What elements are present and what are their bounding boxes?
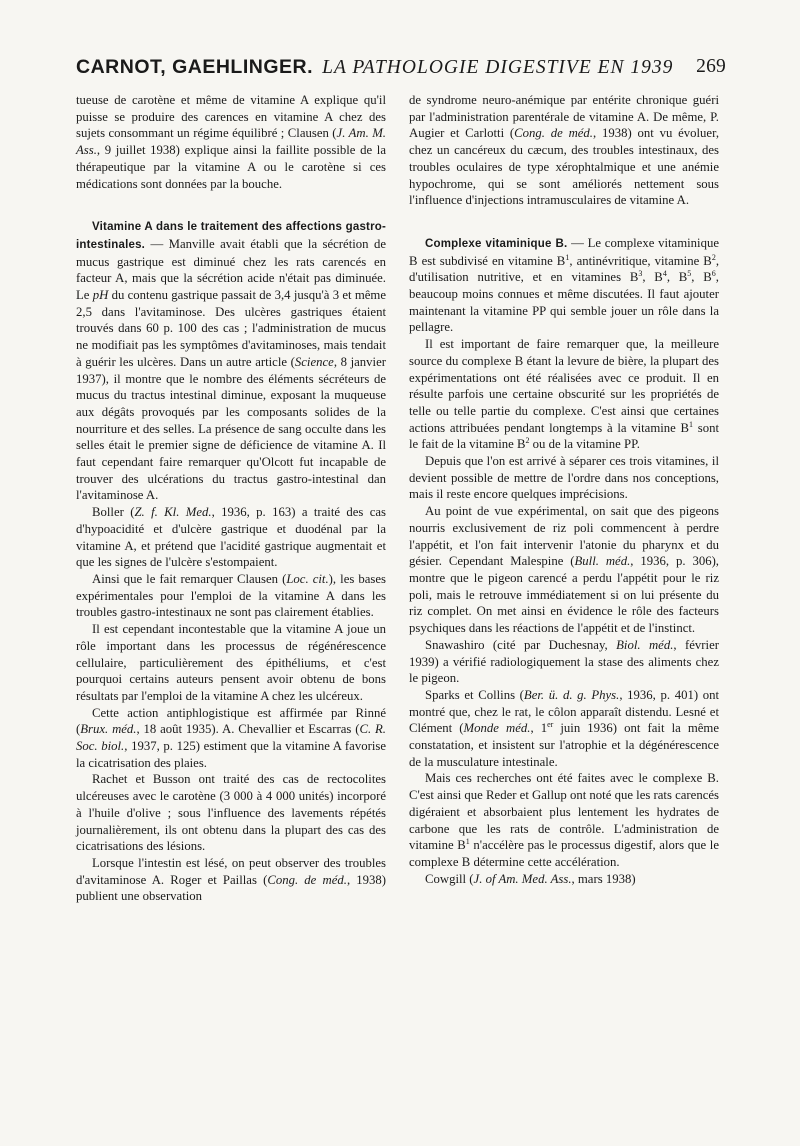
right-column — [409, 92, 719, 887]
paragraph-incontestable: Il est cependant incontestable que la vitamine A joue un rôle important dans les processus de régénérescence cellulaire, particulièrement des épithéliums, et c'est pourquoi certains auteurs pensent avoir obtenu de bons résultats par l'emploi de la vitamine A chez les ulcéreux. — [76, 622, 386, 703]
paragraph-levure-biere: Il est important de faire remarquer que, la meilleure source du complexe B étant la levure de bière, la plupart des expérimentations ont été réalisées avec ce produit. Il en résulte parfois une certaine obscurité sur les propriétés de telle ou telle partie du complexe. C'est ainsi que certaines actions attribuées pendant longtemps à la vitamine $B^1$ sont le fait de la vitamine $B^2$ ou de la vitamine PP. — [409, 337, 720, 452]
paragraph-rachet-busson: Rachet et Busson ont traité des cas de rectocolites ulcéreuses avec le carotène (3 000 à 4 000 unités) incorporé à l'huile d'olive ; sous l'influence des lavements répétés journalièrement, ils ont obtenu dans la plupart des cas des cicatrisations des lésions. — [76, 772, 386, 854]
paragraph-trois-vitamines: Depuis que l'on est arrivé à séparer ces trois vitamines, il devient possible de mettre de l'ordre dans nos conceptions, mais il reste encore quelques imprécisions. — [409, 454, 719, 502]
section-heading-complexe-b: Complexe vitaminique B. — [425, 237, 568, 250]
paragraph-roger-paillas: Lorsque l'intestin est lésé, on peut observer des troubles d'avitaminose A. Roger et Paillas (Cong. de méd., 1938) publient une observation — [76, 855, 387, 904]
paragraph-rinne-chevallier: Cette action antiphlogistique est affirmée par Rinné (Brux. méd., 18 août 1935). A. Chevallier et Escarras (C. R. Soc. biol., 1937, p. 125) estiment que la vitamine A favorise la cicatrisation des plaies. — [76, 705, 386, 770]
paragraph-reder-gallup: Mais ces recherches ont été faites avec le complexe B. C'est ainsi que Reder et Gallup ont noté que les rats carencés digéraient et absorbaient plus lentement les hydrates de carbone que les rats de contrôle. L'administration de vitamine $B^1$ n'accélère pas le processus digestif, alors que le complexe B détermine cette accélération. — [409, 771, 720, 869]
paragraph-clausen: Ainsi que le fait remarquer Clausen (Loc. cit.), les bases expérimentales pour l'emploi de la vitamine A dans les troubles gastro-intestinaux ne sont pas clairement établies. — [76, 571, 387, 620]
paragraph-cowgill: Cowgill (J. of Am. Med. Ass., mars 1938) — [425, 871, 636, 886]
paragraph-sparks-collins: Sparks et Collins (Ber. ü. d. g. Phys., 1936, p. 401) ont montré que, chez le rat, le côlon apparaît distendu. Lesné et Clément (Monde méd., 1er juin 1936) ont fait la même constatation, et insistent sur l'atrophie et la dégénérescence de la musculature intestinale. — [409, 687, 719, 769]
paragraph-boller: Boller (Z. f. Kl. Med., 1936, p. 163) a traité des cas d'hypoacidité et d'ulcère gastrique et duodénal par la vitamine A, et prétend que l'acidité gastrique augmentait et que les signes de l'ulcère s'estompaient. — [76, 505, 386, 570]
paragraph-snawashiro: Snawashiro (cité par Duchesnay, Biol. méd., février 1939) a vérifié radiologiquement la stase des aliments chez le pigeon. — [409, 637, 719, 686]
page-number: 269 — [696, 56, 726, 77]
section-vitamin-a-gastro: Vitamine A dans le traitement des affections gastro-intestinales. — Manville avait établi que la sécrétion de mucus gastrique est diminué chez les rats carencés en facteur A, mais que la sécrétion acide n'était pas diminuée. Le pH du contenu gastrique passait de 3,4 jusqu'à 3 et même 2,5 dans l'avitaminose. Des ulcères gastriques étaient trouvés dans 60 p. 100 des cas ; l'administration de mucus ne modifiait pas les symptômes d'avitaminoses, mais tendait à guérir les ulcères. Dans un autre article (Science, 8 janvier 1937), il montre que le nombre des éléments sécréteurs de mucus du tractus intestinal diminue, exposant la muqueuse aux dégâts provoqués par les composants solides de la nourriture et des selles. La présence de sang occulte dans les selles était le premier signe de déficience de vitamine A. Il faut cependant faire remarquer qu'Olcott fut incapable de trouver des ulcérations du tractus gastro-intestinal dan l'avitaminose A. — [76, 221, 386, 503]
running-header — [76, 56, 726, 84]
paragraph-pigeons-malespine: Au point de vue expérimental, on sait que des pigeons nourris exclusivement de riz poli commencent à perdre l'appétit, et l'on fait intervenir l'atonie du pharynx et du gésier. Cependant Malespine (Bull. méd., 1936, p. 306), montre que le pigeon carencé a perdu l'appétit pour le riz poli, mais le retrouve immédiatement si on lui présente du riz complet. On met ainsi en évidence le rôle des facteurs psychiques dans les réactions de l'appétit et de l'instinct. — [409, 504, 719, 636]
section-heading-vitamin-a: Vitamine A dans le traitement des affections gastro-intestinales. — [76, 221, 386, 251]
paragraph-carotene-clausen: tueuse de carotène et même de vitamine A explique qu'il puisse se produire des carences en vitamine A chez des sujets consommant un régime équilibré ; Clausen (J. Am. M. Ass., 9 juillet 1938) explique ainsi la faillite possible de la thérapeutique par la vitamine A ou le carotène si ces médications sont données par la bouche. — [76, 93, 386, 191]
left-column — [76, 92, 386, 905]
header-journal-title: LA PATHOLOGIE DIGESTIVE EN 1939 — [322, 57, 674, 78]
paragraph-augier-carlotti: de syndrome neuro-anémique par entérite chronique guéri par l'administration parentérale de vitamine A. De même, P. Augier et Carlotti (Cong. de méd., 1938) ont vu évoluer, chez un cancéreux du cæcum, des troubles intestinaux, des troubles oculaires de type xérophtalmique et une anémie hypochrome, qui se sont améliorés nettement sous l'influence d'injections intramusculaires de vitamine A. — [409, 93, 720, 208]
header-authors: CARNOT, GAEHLINGER. — [76, 56, 314, 78]
section-complexe-b: Complexe vitaminique B. — Le complexe vitaminique B est subdivisé en vitamine $B^1$, antinévritique, vitamine $B^2$, d'utilisation nutritive, et en vitamines $B^3$, $B^4$, $B^5$, $B^6$, beaucoup moins connues et même discutées. Il faut ajouter maintenant la vitamine PP qui semble jouer un rôle dans la pellagre. — [409, 235, 719, 335]
